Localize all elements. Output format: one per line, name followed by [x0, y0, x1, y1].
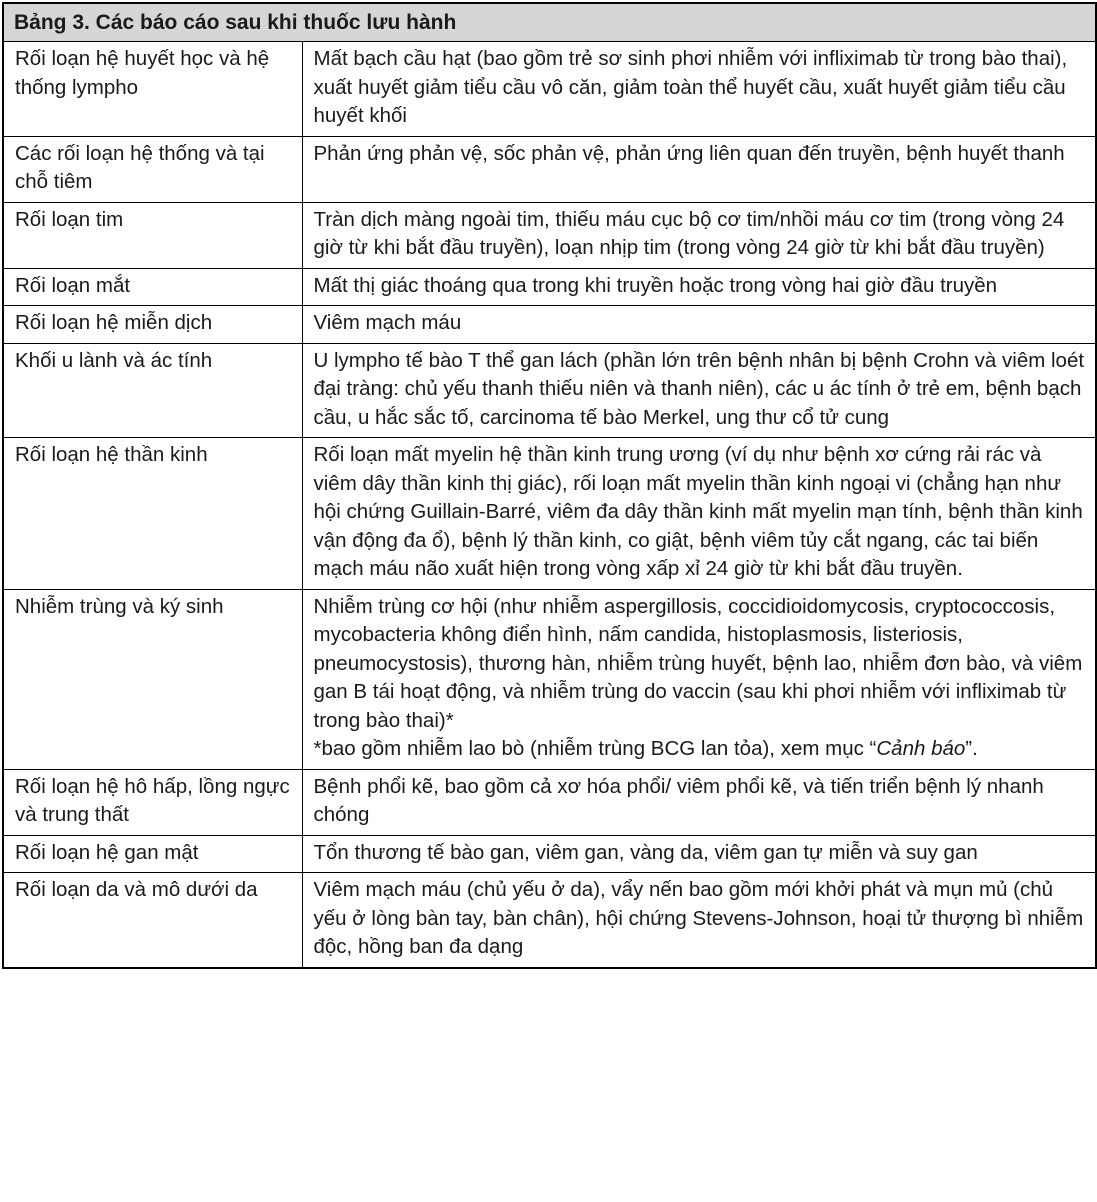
row-description: Mất bạch cầu hạt (bao gồm trẻ sơ sinh phơi nhiễm với infliximab từ trong bào thai), xuất huyết giảm tiểu cầu vô căn, giảm toàn thể huyết cầu, xuất huyết giảm tiểu cầu huyết khối — [302, 42, 1096, 137]
row-description: Phản ứng phản vệ, sốc phản vệ, phản ứng liên quan đến truyền, bệnh huyết thanh — [302, 136, 1096, 202]
row-category: Khối u lành và ác tính — [3, 343, 302, 438]
table-row — [3, 589, 1096, 769]
table-row — [3, 873, 1096, 968]
table-row — [3, 438, 1096, 590]
row-description: Mất thị giác thoáng qua trong khi truyền hoặc trong vòng hai giờ đầu truyền — [302, 268, 1096, 306]
row-category: Rối loạn da và mô dưới da — [3, 873, 302, 968]
footnote-link-text: Cảnh báo — [876, 737, 966, 760]
row-category: Các rối loạn hệ thống và tại chỗ tiêm — [3, 136, 302, 202]
row-category: Rối loạn hệ miễn dịch — [3, 306, 302, 344]
row-description: Rối loạn mất myelin hệ thần kinh trung ương (ví dụ như bệnh xơ cứng rải rác và viêm dây thần kinh thị giác), rối loạn mất myelin thần kinh ngoại vi (chẳng hạn như hội chứng Guillain-Barré, viêm đa dây thần kinh mất myelin mạn tính, bệnh thần kinh vận động đa ổ), bệnh lý thần kinh, co giật, bệnh viêm tủy cắt ngang, các tai biến mạch máu não xuất hiện trong vòng xấp xỉ 24 giờ từ khi bắt đầu truyền. — [302, 438, 1096, 590]
footnote — [314, 735, 1086, 764]
row-category: Rối loạn hệ thần kinh — [3, 438, 302, 590]
row-description: Bệnh phổi kẽ, bao gồm cả xơ hóa phổi/ viêm phổi kẽ, và tiến triển bệnh lý nhanh chóng — [302, 769, 1096, 835]
row-description: U lympho tế bào T thể gan lách (phần lớn trên bệnh nhân bị bệnh Crohn và viêm loét đại tràng: chủ yếu thanh thiếu niên và thanh niên), các u ác tính ở trẻ em, bệnh bạch cầu, u hắc sắc tố, carcinoma tế bào Merkel, ung thư cổ tử cung — [302, 343, 1096, 438]
row-description: Viêm mạch máu (chủ yếu ở da), vẩy nến bao gồm mới khởi phát và mụn mủ (chủ yếu ở lòng bàn tay, bàn chân), hội chứng Stevens-Johnson, hoại tử thượng bì nhiễm độc, hồng ban đa dạng — [302, 873, 1096, 968]
row-category: Rối loạn hệ huyết học và hệ thống lympho — [3, 42, 302, 137]
adverse-reactions-table — [2, 2, 1097, 969]
footnote-suffix: ”. — [965, 737, 978, 760]
table-row — [3, 202, 1096, 268]
table-row — [3, 306, 1096, 344]
table-title: Bảng 3. Các báo cáo sau khi thuốc lưu hành — [3, 3, 1096, 42]
table-row — [3, 769, 1096, 835]
table-row — [3, 136, 1096, 202]
footnote-prefix: *bao gồm nhiễm lao bò (nhiễm trùng BCG lan tỏa), xem mục “ — [313, 737, 877, 760]
table-title-row — [3, 3, 1096, 42]
row-description: Tràn dịch màng ngoài tim, thiếu máu cục bộ cơ tim/nhồi máu cơ tim (trong vòng 24 giờ từ khi bắt đầu truyền), loạn nhịp tim (trong vòng 24 giờ từ khi bắt đầu truyền) — [302, 202, 1096, 268]
row-category: Rối loạn hệ hô hấp, lồng ngực và trung thất — [3, 769, 302, 835]
table-row — [3, 835, 1096, 873]
row-category: Nhiễm trùng và ký sinh — [3, 589, 302, 769]
row-description: Tổn thương tế bào gan, viêm gan, vàng da, viêm gan tự miễn và suy gan — [302, 835, 1096, 873]
row-description — [302, 589, 1096, 769]
table-row — [3, 42, 1096, 137]
row-category: Rối loạn hệ gan mật — [3, 835, 302, 873]
table-row — [3, 343, 1096, 438]
row-category: Rối loạn mắt — [3, 268, 302, 306]
row-category: Rối loạn tim — [3, 202, 302, 268]
row-description-text: Nhiễm trùng cơ hội (như nhiễm aspergillosis, coccidioidomycosis, cryptococcosis, mycobacteria không điển hình, nấm candida, histoplasmosis, listeriosis, pneumocystosis), thương hàn, nhiễm trùng huyết, bệnh lao, nhiễm đơn bào, và viêm gan B tái hoạt động, và nhiễm trùng do vaccin (sau khi phơi nhiễm với infliximab từ trong bào thai)* — [313, 594, 1083, 732]
table-row — [3, 268, 1096, 306]
row-description: Viêm mạch máu — [302, 306, 1096, 344]
